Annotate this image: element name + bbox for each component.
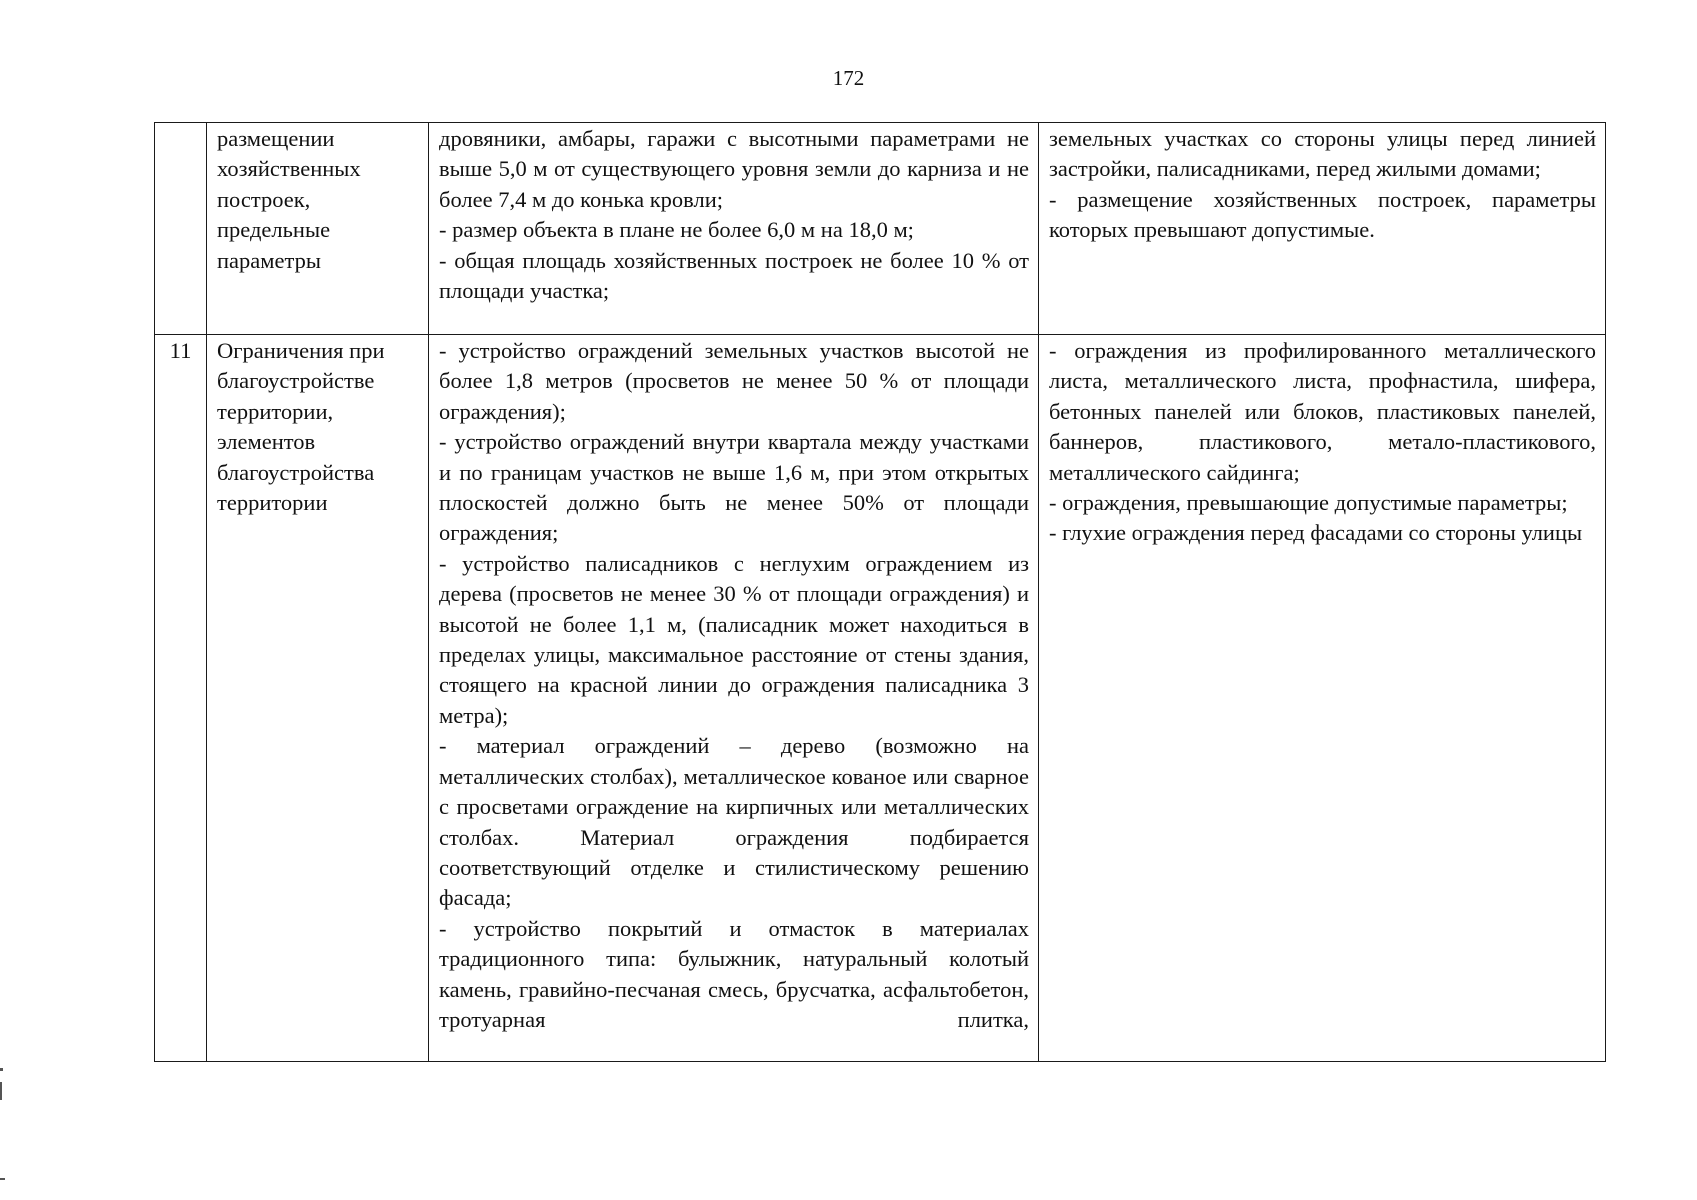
allowed-paragraph: - устройство покрытий и отмасток в материалах традиционного типа: булыжник, натуральный колотый камень, гравийно-песчаная смесь, брусчатка, асфальтобетон, тротуарная плитка,: [439, 915, 1029, 1032]
name-line: размещении: [217, 126, 335, 151]
allowed-cell: [429, 123, 1039, 335]
name-line: благоустройстве: [217, 368, 375, 394]
name-line: благоустройства: [217, 459, 375, 485]
forbidden-paragraph: - ограждения из профилированного металлического листа, металлического листа, профнастила, шифера, бетонных панелей или блоков, пластиковых панелей, баннеров, пластикового, метало-пластикового, металлического сайдинга;: [1049, 338, 1596, 485]
table-row: [155, 123, 1606, 335]
forbidden-paragraph: - размещение хозяйственных построек, параметры которых превышают допустимые.: [1049, 186, 1596, 243]
allowed-paragraph: - материал ограждений – дерево (возможно на металлических столбах), металлическое кованое или сварное с просветами ограждение на кирпичных или металлических столбах. Материал ограждения подбирается соответствующий отделке и стилистическому решению фасада;: [439, 733, 1029, 911]
name-line: хозяйственных: [217, 156, 361, 182]
scan-edge-mark: [0, 1068, 3, 1071]
allowed-cell: [429, 335, 1039, 1062]
row-number-cell: 11: [155, 335, 207, 1062]
page-number: 172: [832, 66, 865, 90]
restriction-name-cell: [207, 335, 429, 1062]
table-row: [155, 335, 1606, 1062]
name-line: территории,: [217, 398, 334, 424]
forbidden-cell: [1039, 123, 1606, 335]
allowed-paragraph: - устройство ограждений внутри квартала между участками и по границам участков не выше 1,6 м, при этом открытых плоскостей должно быть не менее 50% от площади ограждения;: [439, 429, 1029, 546]
restriction-name-cell: [207, 123, 429, 335]
allowed-paragraph: - размер объекта в плане не более 6,0 м на 18,0 м;: [439, 217, 914, 243]
forbidden-cell: [1039, 335, 1606, 1062]
allowed-paragraph: - устройство ограждений земельных участков высотой не более 1,8 метров (просветов не менее 50 % от площади ограждения);: [439, 338, 1029, 424]
name-line: Ограничения при: [217, 338, 385, 363]
scan-edge-mark: [0, 1082, 2, 1100]
name-line: территории: [217, 490, 328, 516]
name-line: параметры: [217, 247, 321, 273]
regulations-table: [154, 122, 1606, 1062]
allowed-paragraph: дровяники, амбары, гаражи с высотными параметрами не выше 5,0 м от существующего уровня земли до карниза и не более 7,4 м до конька кровли;: [439, 126, 1029, 212]
row-number-cell: [155, 123, 207, 335]
allowed-paragraph: - устройство палисадников с неглухим ограждением из дерева (просветов не менее 30 % от площади ограждения) и высотой не более 1,1 м, (палисадник может находиться в пределах улицы, максимальное расстояние от стены здания, стоящего на красной линии до ограждения палисадника 3 метра);: [439, 550, 1029, 728]
name-line: элементов: [217, 429, 316, 455]
forbidden-paragraph: - глухие ограждения перед фасадами со стороны улицы: [1049, 520, 1583, 546]
forbidden-paragraph: земельных участках со стороны улицы перед линией застройки, палисадниками, перед жилыми домами;: [1049, 126, 1596, 182]
forbidden-paragraph: - ограждения, превышающие допустимые параметры;: [1049, 490, 1568, 516]
name-line: построек,: [217, 186, 311, 212]
name-line: предельные: [217, 217, 331, 243]
scan-edge-mark: [0, 1178, 5, 1180]
allowed-paragraph: - общая площадь хозяйственных построек не более 10 % от площади участка;: [439, 247, 1029, 304]
